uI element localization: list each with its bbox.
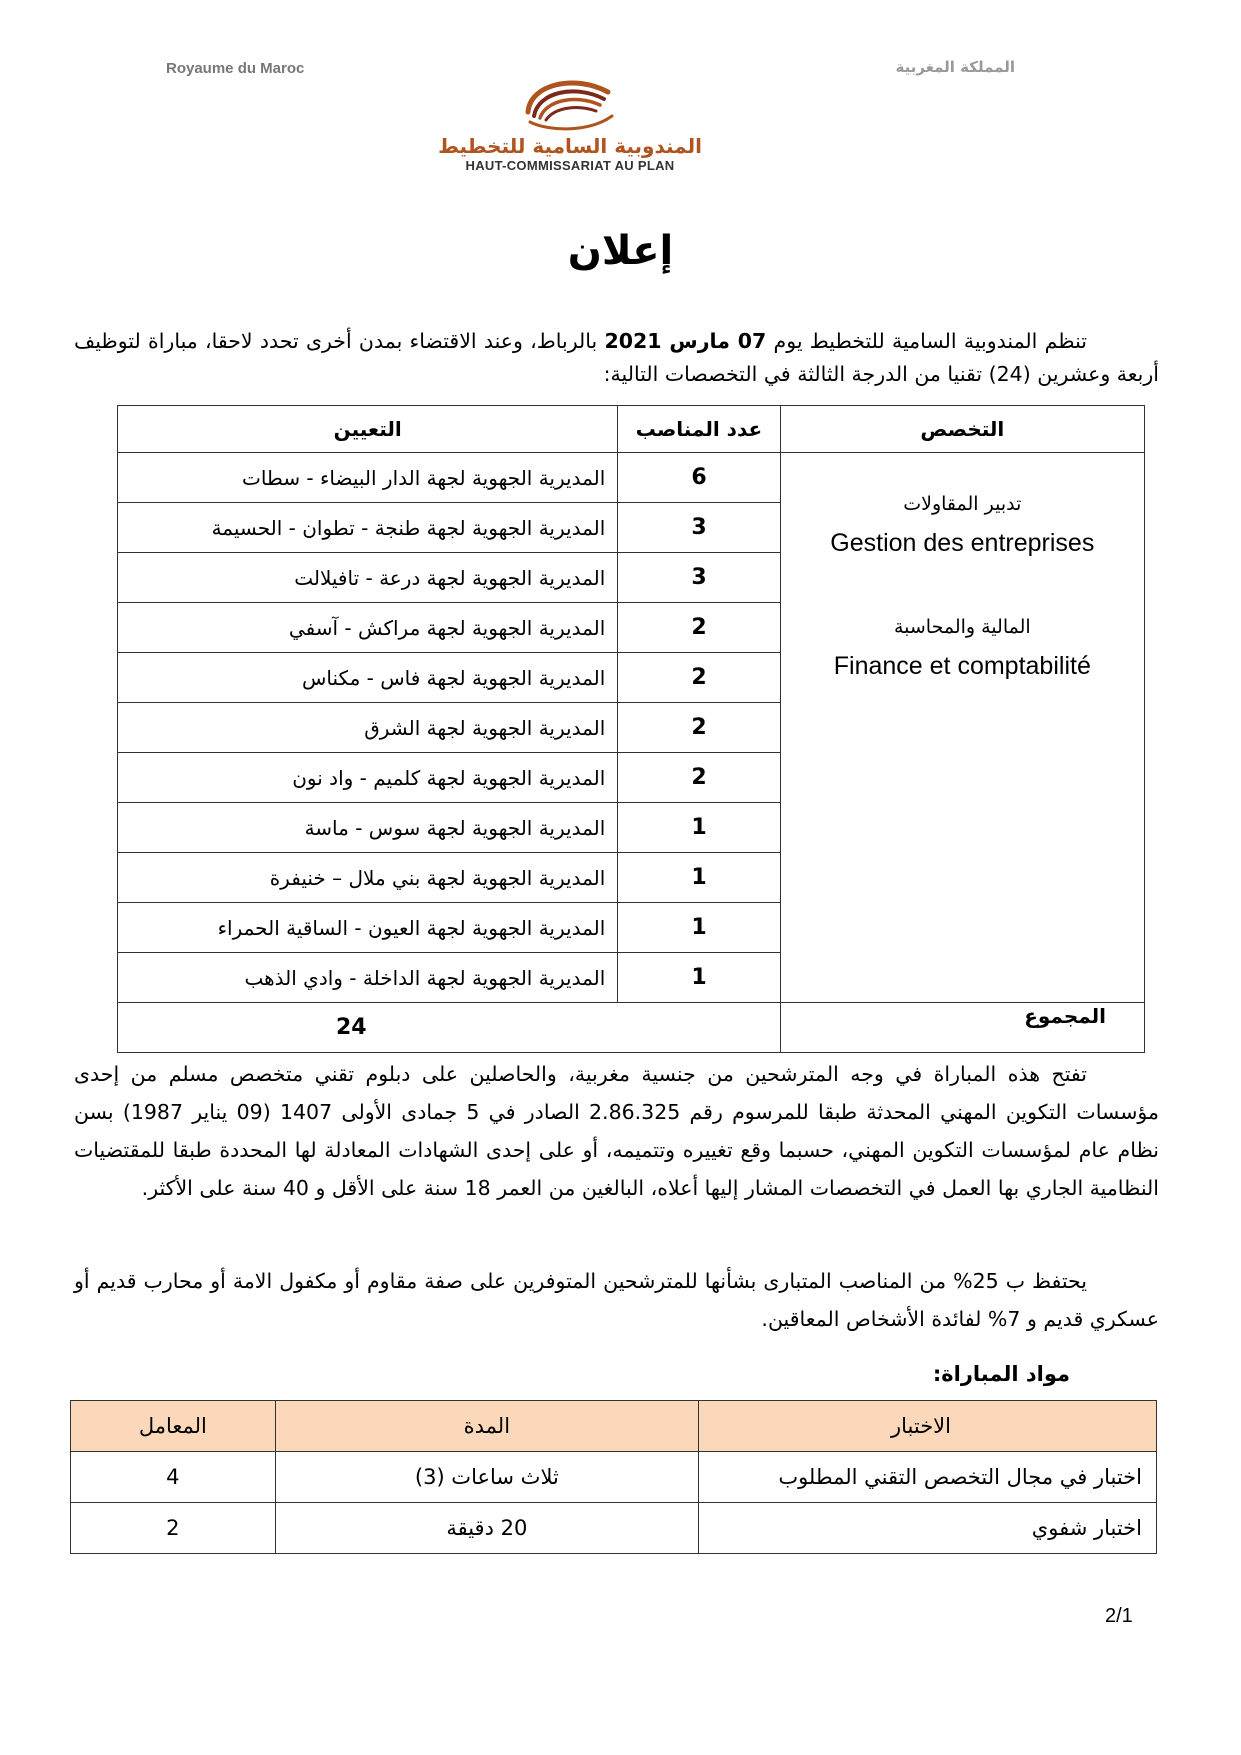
count-cell: 1 (618, 803, 780, 853)
assignment-cell: المديرية الجهوية لجهة كلميم - واد نون (118, 753, 618, 803)
count-cell: 1 (618, 953, 780, 1003)
org-name-ar: المندوبية السامية للتخطيط (438, 134, 702, 158)
header-test: الاختبار (699, 1401, 1157, 1452)
count-cell: 2 (618, 603, 780, 653)
header-assignment: التعيين (118, 406, 618, 453)
intro-paragraph (74, 325, 1159, 391)
count-cell: 2 (618, 653, 780, 703)
eligibility-paragraph (74, 1055, 1159, 1207)
header-duration: المدة (275, 1401, 698, 1452)
test-cell: اختبار في مجال التخصص التقني المطلوب (699, 1452, 1157, 1503)
assignment-cell: المديرية الجهوية لجهة درعة - تافيلالت (118, 553, 618, 603)
total-row (118, 1003, 1145, 1053)
eligibility-text: تفتح هذه المباراة في وجه المترشحين من جنسية مغربية، والحاصلين على دبلوم تقني متخصص مسلم من إحدى مؤسسات التكوين المهني المحدثة طبقا للمرسوم رقم 2.86.325 الصادر في 5 جمادى الأولى 1407 (09 يناير 1987) بسن نظام عام لمؤسسات التكوين المهني، حسبما وقع تغييره وتتميمه، أو على إحدى الشهادات المعادلة لها المحددة طبقا للمقتضيات النظامية الجاري بها العمل في التخصصات المشار إليها أعلاه، البالغين من العمر 18 سنة على الأقل و 40 سنة على الأكثر. (74, 1062, 1159, 1200)
org-name-fr: HAUT-COMMISSARIAT AU PLAN (465, 158, 675, 173)
intro-part2: بالرباط، وعند الاقتضاء بمدن أخرى تحدد لاحقا، مباراة لتوظيف أربعة وعشرين (24) تقنيا من الدرجة الثالثة في التخصصات التالية: (74, 329, 1159, 386)
specialty-1-ar: تدبير المقاولات (903, 493, 1022, 515)
assignment-cell: المديرية الجهوية لجهة سوس - ماسة (118, 803, 618, 853)
kingdom-label-ar: المملكة المغربية (895, 58, 1015, 76)
assignment-cell: المديرية الجهوية لجهة فاس - مكناس (118, 653, 618, 703)
table-row (71, 1503, 1157, 1554)
count-cell: 2 (618, 753, 780, 803)
count-cell: 6 (618, 453, 780, 503)
count-cell: 3 (618, 503, 780, 553)
header-specialty: التخصص (780, 406, 1144, 453)
exam-subjects-heading: مواد المباراة: (932, 1362, 1070, 1386)
assignment-cell: المديرية الجهوية لجهة الدار البيضاء - سطات (118, 453, 618, 503)
assignment-cell: المديرية الجهوية لجهة الداخلة - وادي الذهب (118, 953, 618, 1003)
table-header-row (71, 1401, 1157, 1452)
count-cell: 1 (618, 903, 780, 953)
assignment-cell: المديرية الجهوية لجهة الشرق (118, 703, 618, 753)
duration-cell: 20 دقيقة (275, 1503, 698, 1554)
assignment-cell: المديرية الجهوية لجهة العيون - الساقية الحمراء (118, 903, 618, 953)
page-title: إعلان (567, 228, 674, 274)
intro-part1: تنظم المندوبية السامية للتخطيط يوم (766, 329, 1087, 353)
table-row (71, 1452, 1157, 1503)
kingdom-label-fr: Royaume du Maroc (166, 60, 305, 77)
quota-text: يحتفظ ب 25% من المناصب المتبارى بشأنها للمترشحين المتوفرين على صفة مقاوم أو مكفول الامة أو محارب قديم أو عسكري قديم و 7% لفائدة الأشخاص المعاقين. (74, 1269, 1159, 1331)
positions-table (117, 405, 1145, 1053)
intro-date: 07 مارس 2021 (604, 329, 767, 353)
exam-subjects-table (70, 1400, 1157, 1554)
assignment-cell: المديرية الجهوية لجهة طنجة - تطوان - الحسيمة (118, 503, 618, 553)
specialty-1-fr: Gestion des entreprises (830, 529, 1095, 557)
count-cell: 3 (618, 553, 780, 603)
header-coefficient: المعامل (71, 1401, 276, 1452)
table-row (118, 453, 1145, 503)
assignment-cell: المديرية الجهوية لجهة مراكش - آسفي (118, 603, 618, 653)
duration-cell: ثلاث ساعات (3) (275, 1452, 698, 1503)
specialty-cell (780, 453, 1144, 1003)
specialty-2-ar: المالية والمحاسبة (893, 616, 1031, 638)
header-count: عدد المناصب (618, 406, 780, 453)
page-number: 2/1 (1105, 1605, 1133, 1627)
hcp-logo-icon (520, 72, 620, 134)
coefficient-cell: 4 (71, 1452, 276, 1503)
count-cell: 2 (618, 703, 780, 753)
total-label: المجموع (780, 1003, 1144, 1053)
quota-paragraph (74, 1262, 1159, 1338)
assignment-cell: المديرية الجهوية لجهة بني ملال – خنيفرة (118, 853, 618, 903)
test-cell: اختبار شفوي (699, 1503, 1157, 1554)
coefficient-cell: 2 (71, 1503, 276, 1554)
specialty-2-fr: Finance et comptabilité (833, 652, 1091, 680)
total-value: 24 (118, 1003, 781, 1053)
count-cell: 1 (618, 853, 780, 903)
table-header-row (118, 406, 1145, 453)
